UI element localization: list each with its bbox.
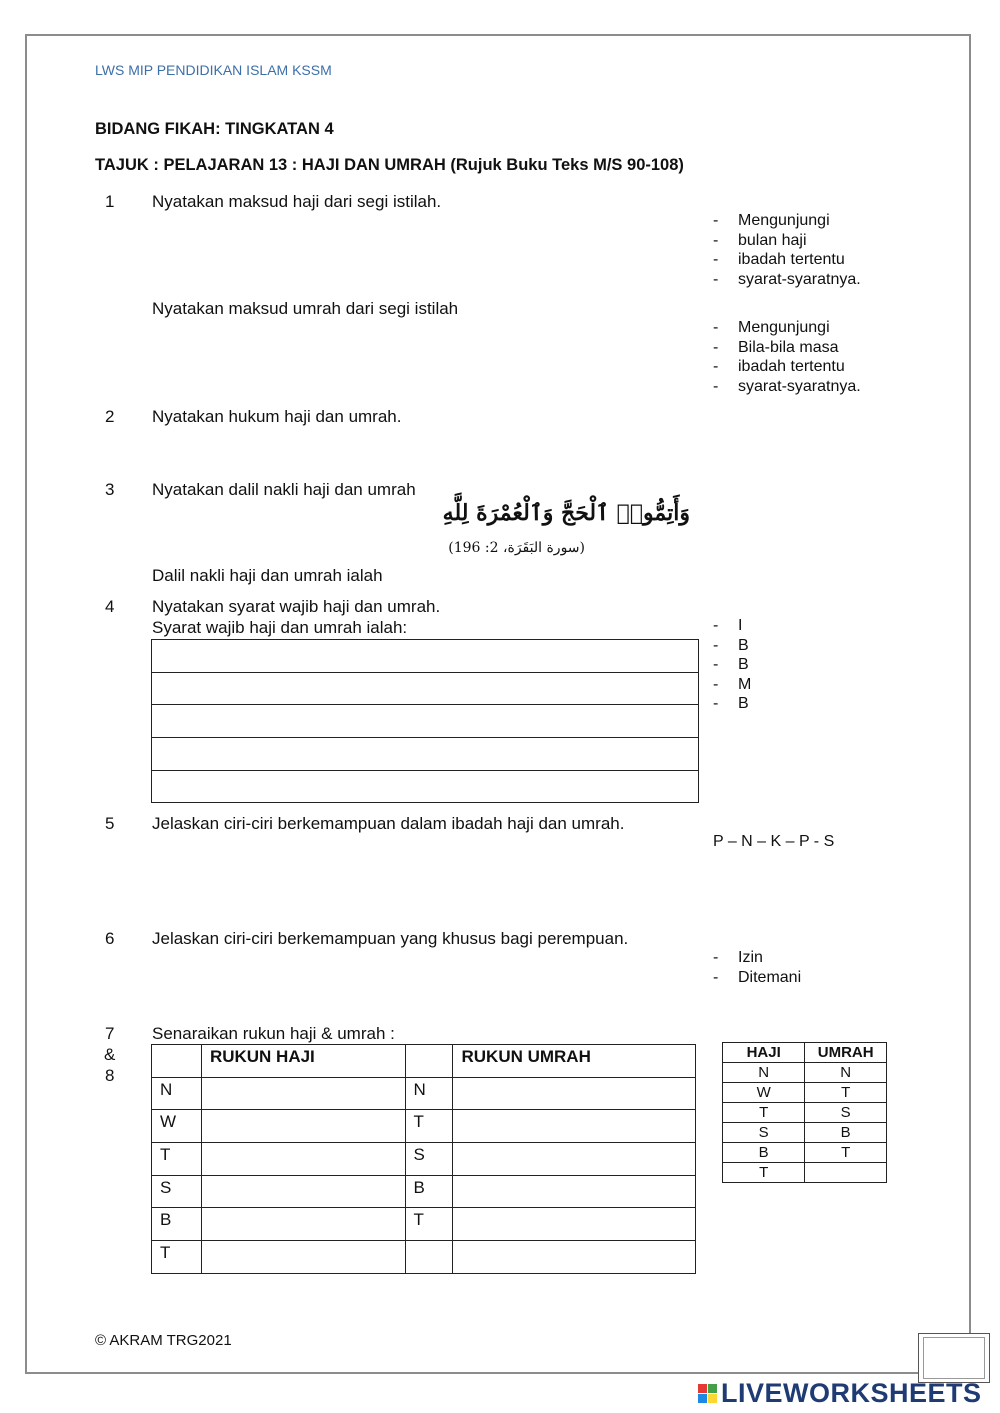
header-note: LWS MIP PENDIDIKAN ISLAM KSSM [95,62,332,78]
question-number-7: 7 [105,1024,115,1043]
question-1b-hints: - Mengunjungi - Bila-bila masa - ibadah tertentu - syarat-syaratnya. [713,319,861,395]
key-umrah-letter: S [805,1103,887,1123]
question-4-subtext: Syarat wajib haji dan umrah ialah: [152,618,408,637]
umrah-answer-cell[interactable] [453,1110,696,1143]
key-umrah-letter: N [805,1063,887,1083]
haji-answer-cell[interactable] [201,1077,405,1110]
hint-item: B [738,656,749,674]
key-umrah-letter: T [805,1083,887,1103]
answer-cell[interactable] [152,672,699,705]
rukun-haji-letter-header [152,1045,202,1078]
question-4-text: Nyatakan syarat wajib haji dan umrah. [152,597,441,616]
question-7-text: Senaraikan rukun haji & umrah : [152,1024,395,1043]
logo-square [698,1384,707,1393]
answer-cell[interactable] [152,640,699,673]
umrah-letter: S [405,1143,453,1176]
liveworksheets-brand[interactable] [698,1378,982,1408]
logo-square [708,1394,717,1403]
answer-cell[interactable] [152,770,699,803]
question-3-text: Nyatakan dalil nakli haji dan umrah [152,480,416,499]
key-umrah-letter: B [805,1123,887,1143]
haji-letter: N [152,1077,202,1110]
liveworksheets-logo-icon [698,1384,717,1403]
key-umrah-letter: T [805,1143,887,1163]
key-umrah-letter [805,1163,887,1183]
question-5-hint: P – N – K – P - S [713,833,835,850]
umrah-answer-cell [453,1241,696,1274]
hint-item: M [738,675,752,693]
umrah-letter: T [405,1208,453,1241]
logo-square [698,1394,707,1403]
rukun-umrah-header: RUKUN UMRAH [453,1045,696,1078]
key-haji-letter: B [723,1143,805,1163]
hint-item: Izin [738,949,763,966]
arabic-verse: وَأَتِمُّوا۟ ٱلْحَجَّ وَٱلْعُمْرَةَ لِلَّهِ [442,500,690,526]
answer-table-q4 [151,639,699,803]
question-6-text: Jelaskan ciri-ciri berkemampuan yang khusus bagi perempuan. [152,929,629,948]
question-1b-text: Nyatakan maksud umrah dari segi istilah [152,299,459,318]
hint-item: Bila-bila masa [738,338,839,356]
haji-answer-cell[interactable] [201,1143,405,1176]
rukun-haji-header: RUKUN HAJI [201,1045,405,1078]
rukun-key-table [722,1042,887,1183]
haji-letter: W [152,1110,202,1143]
haji-answer-cell[interactable] [201,1241,405,1274]
haji-letter: T [152,1241,202,1274]
umrah-letter: T [405,1110,453,1143]
question-number-and: & [104,1045,116,1064]
haji-letter: B [152,1208,202,1241]
hint-item: Ditemani [738,968,802,986]
question-4-hints: - I - B - B - M - B [713,617,752,713]
question-6-hints: - Izin - Ditemani [713,949,802,986]
question-number-4: 4 [105,597,115,616]
umrah-letter: N [405,1077,453,1110]
logo-square [708,1384,717,1393]
hint-item: ibadah tertentu [738,251,845,269]
footer-copyright: © AKRAM TRG2021 [95,1332,232,1349]
question-3-answer-label: Dalil nakli haji dan umrah ialah [152,566,383,585]
key-haji-letter: T [723,1103,805,1123]
key-haji-letter: T [723,1163,805,1183]
rukun-umrah-letter-header [405,1045,453,1078]
question-2-text: Nyatakan hukum haji dan umrah. [152,407,402,426]
question-5-text: Jelaskan ciri-ciri berkemampuan dalam ibadah haji dan umrah. [152,814,625,833]
hint-item: Mengunjungi [738,212,830,229]
hint-item: B [738,695,749,713]
hint-item: syarat-syaratnya. [738,270,861,288]
key-haji-header: HAJI [723,1043,805,1063]
rukun-table [151,1044,696,1274]
umrah-answer-cell[interactable] [453,1208,696,1241]
question-number-5: 5 [105,814,115,833]
haji-letter: S [152,1175,202,1208]
question-1-text: Nyatakan maksud haji dari segi istilah. [152,192,442,211]
haji-answer-cell[interactable] [201,1110,405,1143]
umrah-answer-cell[interactable] [453,1077,696,1110]
hint-item: Mengunjungi [738,319,830,336]
key-haji-letter: S [723,1123,805,1143]
question-number-8: 8 [105,1066,115,1085]
hint-item: ibadah tertentu [738,358,845,376]
field-title: BIDANG FIKAH: TINGKATAN 4 [95,120,334,138]
question-number-2: 2 [105,407,115,426]
haji-answer-cell[interactable] [201,1175,405,1208]
hint-item: I [738,617,743,634]
hint-item: B [738,636,749,654]
umrah-letter: B [405,1175,453,1208]
liveworksheets-text: LIVEWORKSHEETS [721,1377,982,1408]
key-umrah-header: UMRAH [805,1043,887,1063]
hint-item: bulan haji [738,231,807,249]
question-number-1: 1 [105,192,115,211]
umrah-answer-cell[interactable] [453,1143,696,1176]
haji-answer-cell[interactable] [201,1208,405,1241]
hint-item: syarat-syaratnya. [738,377,861,395]
key-haji-letter: N [723,1063,805,1083]
haji-letter: T [152,1143,202,1176]
worksheet-page-icon [918,1333,990,1383]
question-1-hints: - Mengunjungi - bulan haji - ibadah tertentu - syarat-syaratnya. [713,212,861,288]
umrah-answer-cell[interactable] [453,1175,696,1208]
umrah-letter [405,1241,453,1274]
question-number-3: 3 [105,480,115,499]
topic-title: TAJUK : PELAJARAN 13 : HAJI DAN UMRAH (Rujuk Buku Teks M/S 90-108) [95,156,684,174]
answer-cell[interactable] [152,705,699,738]
key-haji-letter: W [723,1083,805,1103]
answer-cell[interactable] [152,738,699,771]
question-number-6: 6 [105,929,115,948]
arabic-reference: (سورة البَقَرَة، 2: 196) [448,540,585,556]
